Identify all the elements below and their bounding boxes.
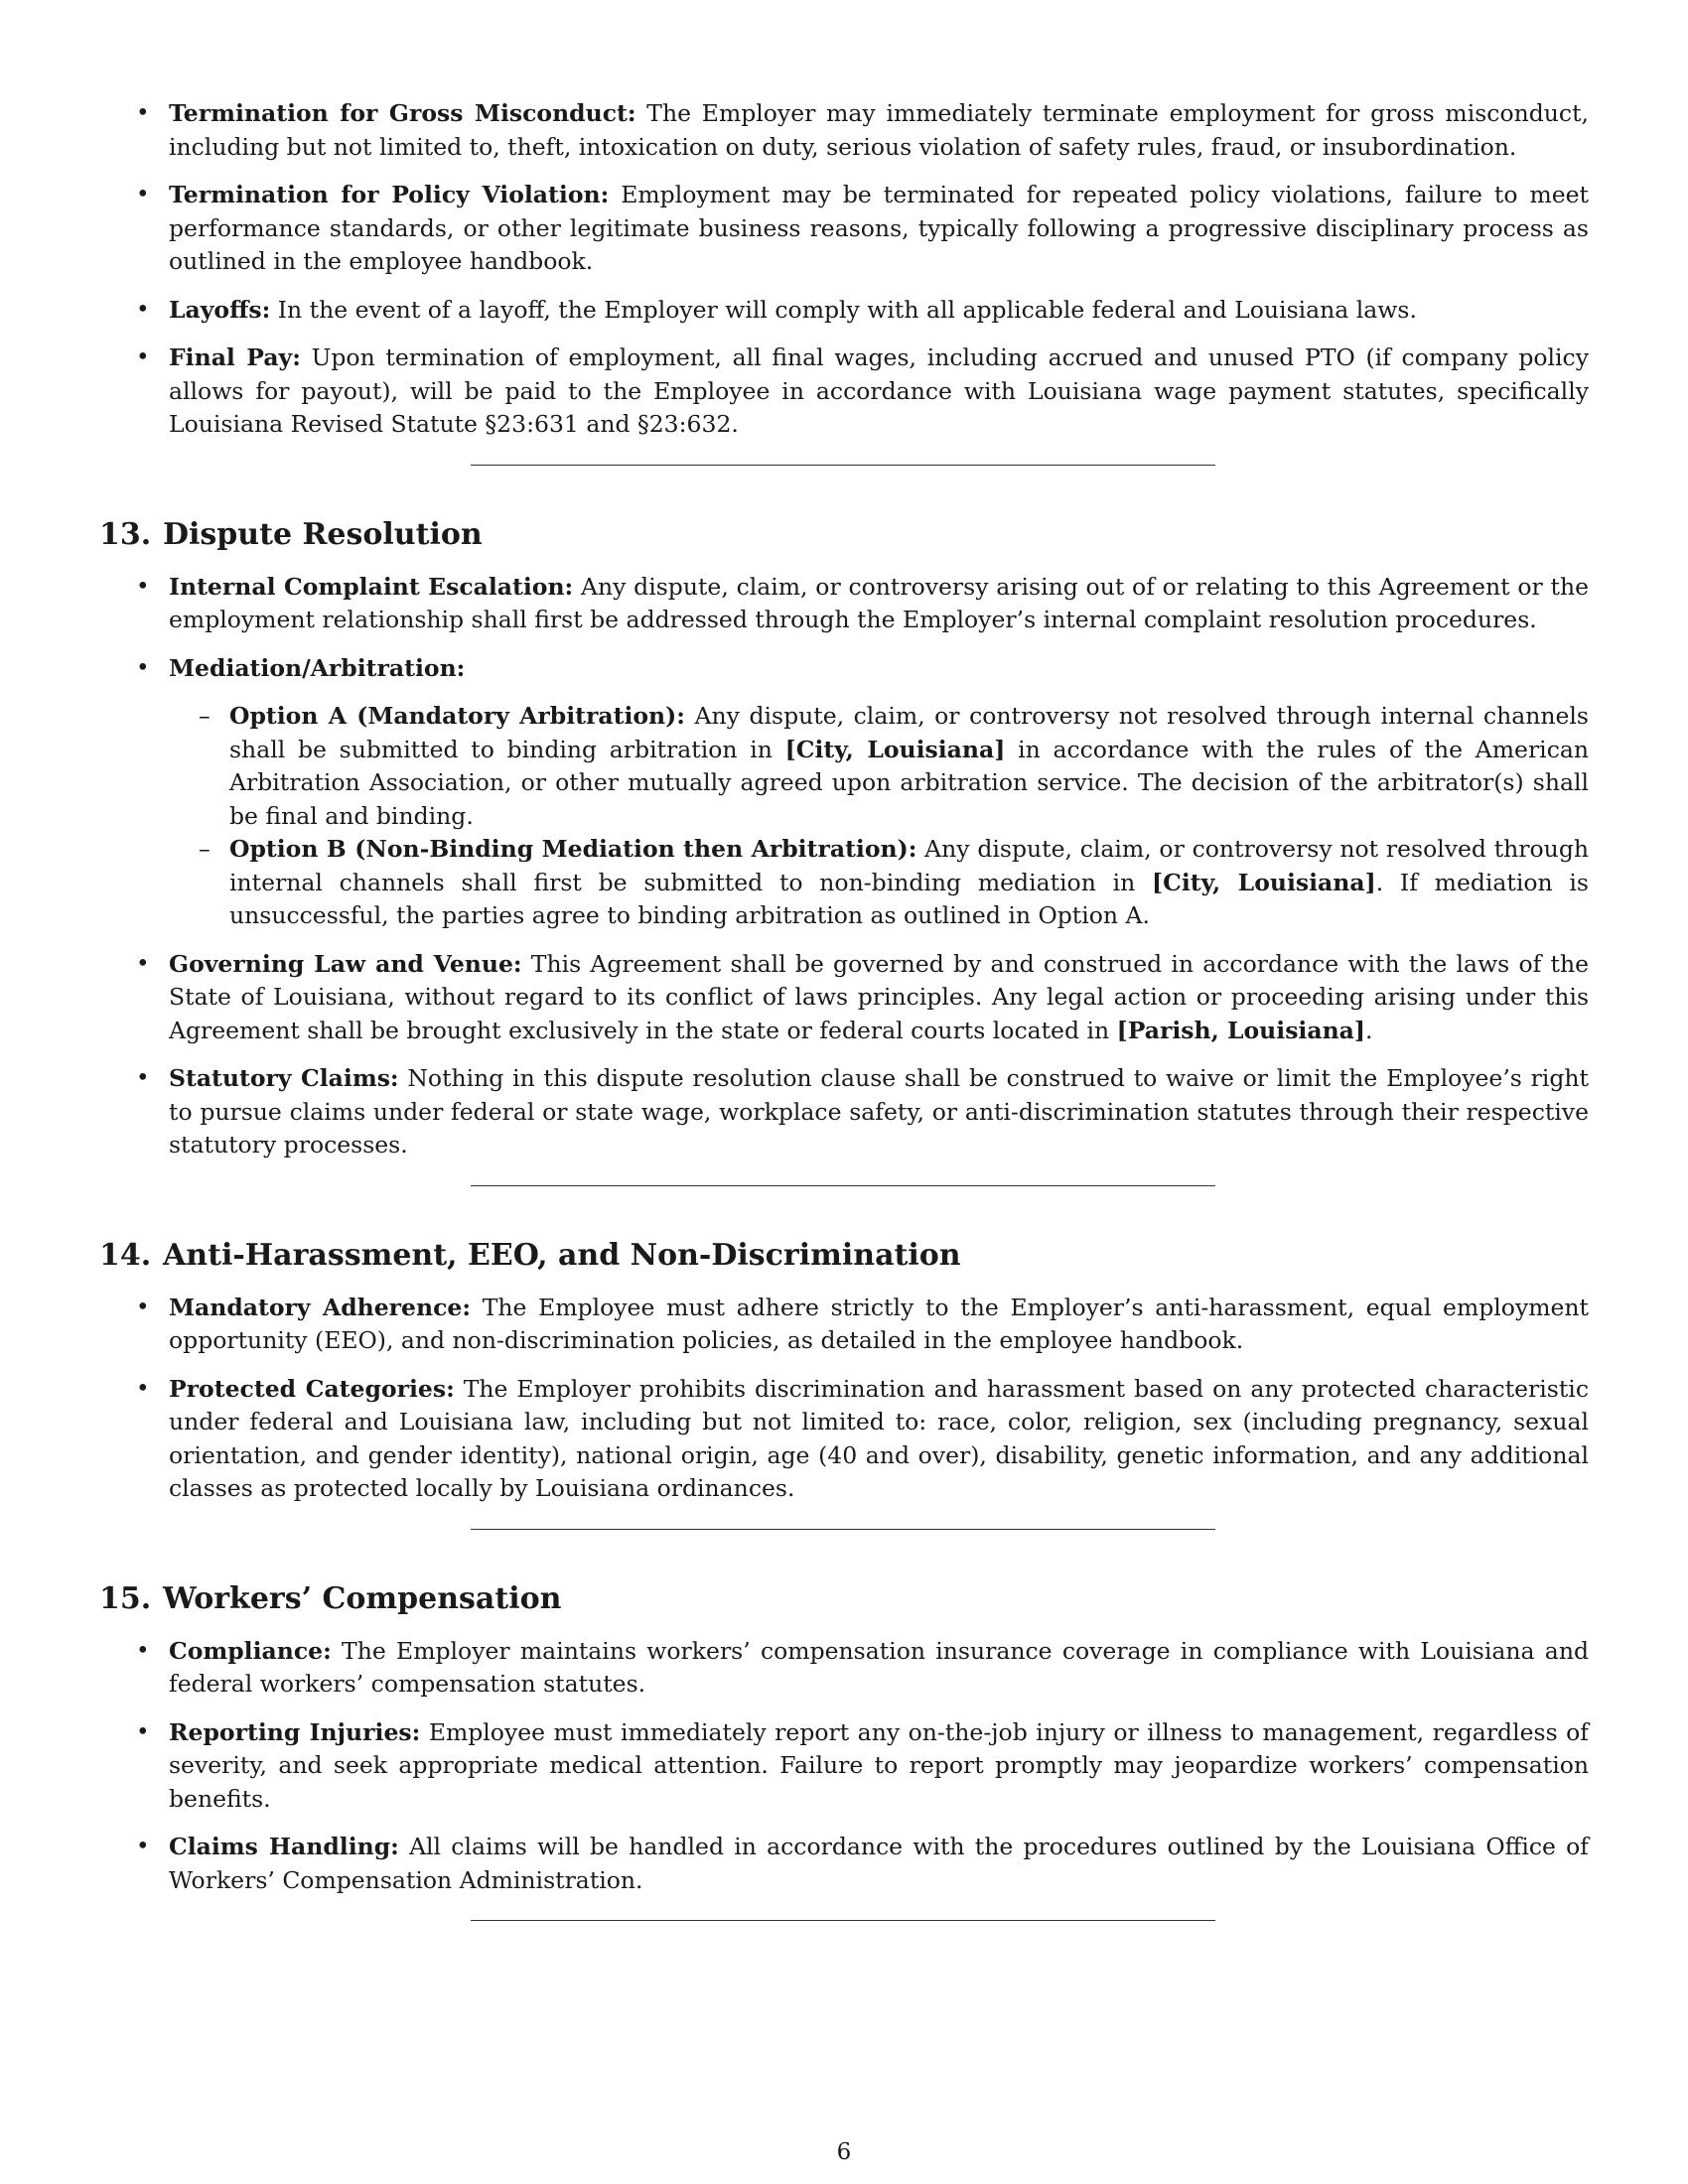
item-term: Protected Categories: <box>169 1374 455 1403</box>
item-term: Statutory Claims: <box>169 1064 399 1092</box>
item-text: Employee must immediately report any on-the-job injury or illness to management, regardless of severity, and seek appropriate medical attention. Failure to report promptly may jeopardize workers’ compensation benefits. <box>169 1717 1589 1813</box>
workers-compensation-list <box>99 1635 1589 1898</box>
section-title: Workers’ Compensation <box>163 1580 562 1616</box>
page-content <box>99 97 1589 1973</box>
item-term: Mediation/Arbitration: <box>169 653 466 682</box>
mediation-options-list <box>169 700 1589 933</box>
list-item <box>99 571 1589 637</box>
item-term: Compliance: <box>169 1636 332 1665</box>
placeholder-city: [City, Louisiana] <box>1152 868 1376 896</box>
item-text: All claims will be handled in accordance with the procedures outlined by the Louisiana Office of Workers’ Compensation Administration. <box>169 1833 1589 1894</box>
section-divider <box>471 1920 1215 1921</box>
list-item <box>99 341 1589 442</box>
item-term: Termination for Gross Misconduct: <box>169 99 636 127</box>
list-item <box>99 1373 1589 1506</box>
section-divider <box>471 1185 1215 1186</box>
list-item <box>99 294 1589 328</box>
item-text: The Employer may immediately terminate employment for gross misconduct, including but not limited to, theft, intoxication on duty, serious violation of safety rules, fraud, or insubordination. <box>169 99 1589 161</box>
section-title: Dispute Resolution <box>163 516 483 552</box>
page-number: 6 <box>836 2139 852 2165</box>
list-item <box>99 652 1589 933</box>
list-item <box>99 1292 1589 1358</box>
option-text: Any dispute, claim, or controversy not resolved through internal channels shall first be submitted to non-binding mediation in <box>229 835 1589 896</box>
item-term: Claims Handling: <box>169 1833 399 1860</box>
section-title: Anti-Harassment, EEO, and Non-Discrimination <box>163 1237 961 1273</box>
option-term: Option B (Non-Binding Mediation then Arbitration): <box>229 835 917 863</box>
item-term: Reporting Injuries: <box>169 1717 421 1746</box>
item-text: The Employee must adhere strictly to the Employer’s anti-harassment, equal employment opportunity (EEO), and non-discrimination policies, as detailed in the employee handbook. <box>169 1293 1589 1354</box>
section-number: 14. <box>99 1237 152 1273</box>
list-item <box>99 948 1589 1048</box>
option-text: in accordance with the rules of the American Arbitration Association, or other mutually agreed upon arbitration service. The decision of the arbitrator(s) shall be final and binding. <box>229 735 1589 830</box>
item-text: In the event of a layoff, the Employer will comply with all applicable federal and Louisiana laws. <box>270 295 1417 324</box>
section-divider <box>471 1529 1215 1530</box>
list-item <box>99 1062 1589 1162</box>
list-item <box>99 179 1589 279</box>
list-item <box>99 1635 1589 1702</box>
item-term: Termination for Policy Violation: <box>169 181 610 208</box>
section-heading-dispute-resolution <box>99 517 1589 553</box>
item-text: Any dispute, claim, or controversy arising out of or relating to this Agreement or the employment relationship shall first be addressed through the Employer’s internal complaint resolution procedures. <box>169 572 1589 633</box>
item-term: Final Pay: <box>169 343 301 371</box>
list-item <box>99 1831 1589 1897</box>
dispute-resolution-list <box>99 571 1589 1162</box>
section-number: 13. <box>99 516 152 552</box>
item-term: Layoffs: <box>169 295 271 324</box>
item-term: Governing Law and Venue: <box>169 949 522 978</box>
section-number: 15. <box>99 1580 152 1616</box>
item-text: Upon termination of employment, all final wages, including accrued and unused PTO (if company policy allows for payout), will be paid to the Employee in accordance with Louisiana wage payment statutes, specifically Louisiana Revised Statute §23:631 and §23:632. <box>169 343 1589 438</box>
item-term: Mandatory Adherence: <box>169 1293 472 1321</box>
item-text: The Employer prohibits discrimination and harassment based on any protected characteristic under federal and Louisiana law, including but not limited to: race, color, religion, sex (including pregnancy, sexual orientation, and gender identity), national origin, age (40 and over), disability, genetic information, and any additional classes as protected locally by Louisiana ordinances. <box>169 1374 1589 1502</box>
sub-list-item <box>169 700 1589 833</box>
section-heading-workers-compensation <box>99 1581 1589 1617</box>
item-text: Employment may be terminated for repeated policy violations, failure to meet performance standards, or other legitimate business reasons, typically following a progressive disciplinary process as outlined in the employee handbook. <box>169 181 1589 275</box>
item-text: The Employer maintains workers’ compensation insurance coverage in compliance with Louisiana and federal workers’ compensation statutes. <box>169 1636 1589 1698</box>
anti-harassment-list <box>99 1292 1589 1506</box>
item-text: . <box>1365 1016 1373 1044</box>
list-item <box>99 97 1589 164</box>
placeholder-city: [City, Louisiana] <box>784 735 1006 763</box>
section-divider <box>471 465 1215 466</box>
option-text: Any dispute, claim, or controversy not resolved through internal channels shall be submitted to binding arbitration in <box>229 702 1589 763</box>
sub-list-item <box>169 833 1589 933</box>
item-text: This Agreement shall be governed by and construed in accordance with the laws of the State of Louisiana, without regard to its conflict of laws principles. Any legal action or proceeding arising under this Agreement shall be brought exclusively in the state or federal courts located in <box>169 949 1590 1044</box>
termination-list <box>99 97 1589 442</box>
section-heading-anti-harassment <box>99 1238 1589 1274</box>
option-term: Option A (Mandatory Arbitration): <box>229 702 685 730</box>
option-text: . If mediation is unsuccessful, the parties agree to binding arbitration as outlined in Option A. <box>229 868 1589 929</box>
placeholder-parish: [Parish, Louisiana] <box>1116 1016 1366 1044</box>
list-item <box>99 1716 1589 1817</box>
item-term: Internal Complaint Escalation: <box>169 572 574 601</box>
item-text: Nothing in this dispute resolution clause shall be construed to waive or limit the Employee’s right to pursue claims under federal or state wage, workplace safety, or anti-discrimination statutes through their respective statutory processes. <box>169 1064 1589 1159</box>
